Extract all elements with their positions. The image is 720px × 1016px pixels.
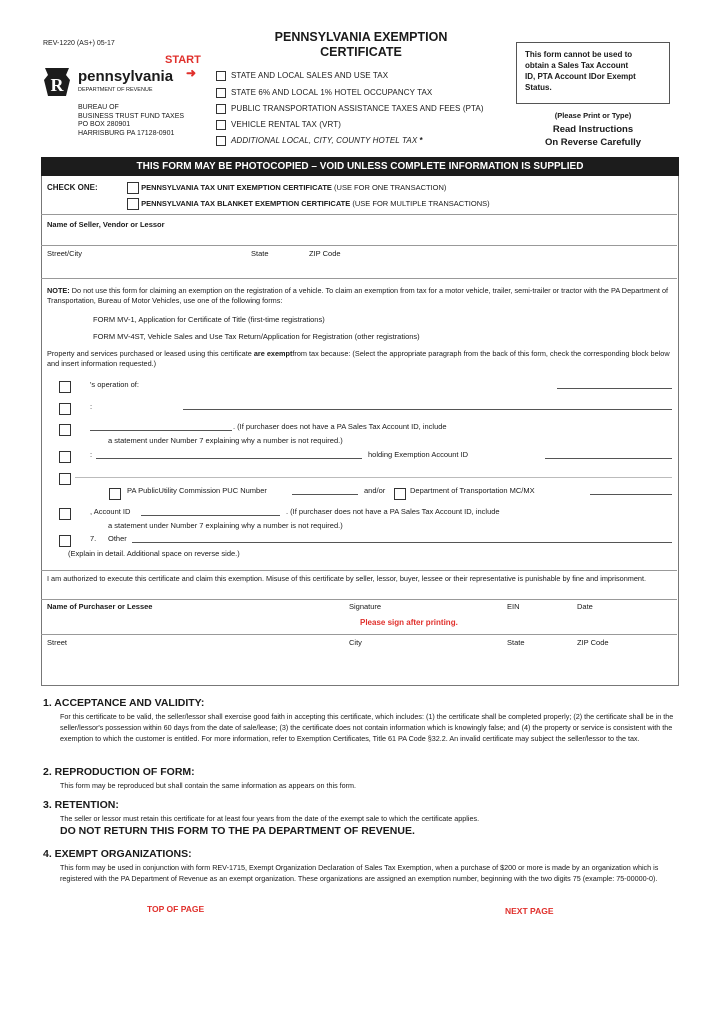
paragraph-1-line[interactable] bbox=[557, 388, 672, 389]
seller-name-label: Name of Seller, Vendor or Lessor bbox=[47, 220, 165, 229]
paragraph-2-line[interactable] bbox=[183, 409, 672, 410]
tax-type-sales-use[interactable]: STATE AND LOCAL SALES AND USE TAX bbox=[216, 71, 388, 81]
and-or-label: and/or bbox=[364, 486, 386, 495]
title-line-1: PENNSYLVANIA EXEMPTION bbox=[274, 30, 448, 44]
form-number: REV-1220 (AS+) 05-17 bbox=[43, 40, 115, 47]
start-arrow-icon: ➜ bbox=[186, 66, 197, 80]
form-mv4st-note: FORM MV-4ST, Vehicle Sales and Use Tax Return/Application for Registration (other registrations) bbox=[93, 332, 420, 341]
section-exempt-org-heading: 4. EXEMPT ORGANIZATIONS: bbox=[43, 848, 192, 860]
dot-checkbox[interactable] bbox=[394, 485, 406, 503]
checkbox[interactable] bbox=[127, 198, 139, 210]
brand-name: pennsylvania bbox=[78, 68, 174, 85]
start-text: START bbox=[165, 54, 201, 66]
paragraph-7-number: 7. bbox=[90, 534, 97, 543]
sign-note: Please sign after printing. bbox=[360, 618, 458, 627]
paragraph-3-line[interactable] bbox=[90, 430, 232, 431]
brand-department: DEPARTMENT OF REVENUE bbox=[78, 87, 153, 93]
paragraph-6-statement: a statement under Number 7 explaining why a number is not required.) bbox=[108, 521, 343, 530]
paragraph-5-checkbox[interactable] bbox=[59, 470, 71, 488]
paragraph-6-text: . (If purchaser does not have a PA Sales Tax Account ID, include bbox=[286, 507, 500, 516]
purchaser-city-label: City bbox=[349, 638, 362, 647]
paragraph-7-label: Other bbox=[108, 534, 127, 543]
puc-checkbox[interactable] bbox=[109, 485, 121, 503]
purchaser-name-label: Name of Purchaser or Lessee bbox=[47, 602, 153, 611]
paragraph-2-label: : bbox=[90, 402, 93, 411]
read-instructions: Read Instructions On Reverse Carefully bbox=[544, 124, 642, 148]
puc-label: PA PublicUtility Commission PUC Number bbox=[127, 486, 267, 495]
explain-note: (Explain in detail. Additional space on reverse side.) bbox=[68, 549, 240, 558]
tax-type-local-hotel[interactable]: ADDITIONAL LOCAL, CITY, COUNTY HOTEL TAX * bbox=[216, 136, 423, 146]
checkbox[interactable] bbox=[216, 136, 226, 146]
paragraph-1-label: 's operation of: bbox=[90, 380, 139, 389]
purchaser-state-label: State bbox=[507, 638, 525, 647]
keystone-logo-icon bbox=[42, 66, 72, 98]
paragraph-6-checkbox[interactable] bbox=[59, 505, 71, 523]
tax-type-vrt[interactable]: VEHICLE RENTAL TAX (VRT) bbox=[216, 120, 341, 130]
checkbox[interactable] bbox=[216, 88, 226, 98]
tax-type-pta[interactable]: PUBLIC TRANSPORTATION ASSISTANCE TAXES AND FEES (PTA) bbox=[216, 104, 484, 114]
section-retention-heading: 3. RETENTION: bbox=[43, 799, 119, 811]
seller-zip-label: ZIP Code bbox=[309, 249, 341, 258]
section-exempt-org-text: This form may be used in conjunction with form REV-1715, Exempt Organization Declaration of Sales Tax Exemption, when a purchase of $200 or more is made by an organization which is registered with the PA Department of Revenue as an exempt organization. These organizations are assigned an exemption number, beginning with the two digits 75 (example: 75-00000-0). bbox=[60, 863, 659, 883]
signature-label: Signature bbox=[349, 602, 382, 611]
exemption-account-id-line[interactable] bbox=[545, 458, 672, 459]
date-label: Date bbox=[577, 602, 593, 611]
photocopy-banner: THIS FORM MAY BE PHOTOCOPIED – VOID UNLESS COMPLETE INFORMATION IS SUPPLIED bbox=[41, 157, 679, 176]
paragraph-4-line[interactable] bbox=[96, 458, 362, 459]
paragraph-2-checkbox[interactable] bbox=[59, 400, 71, 418]
paragraph-4-checkbox[interactable] bbox=[59, 448, 71, 466]
checkbox[interactable] bbox=[216, 71, 226, 81]
seller-state-label: State bbox=[251, 249, 269, 258]
next-page-button[interactable]: NEXT PAGE bbox=[505, 906, 554, 916]
section-retention-text: The seller or lessor must retain this certificate for at least four years from the date of the exempt sale to which the certificate applies. bbox=[60, 814, 480, 823]
puc-number-line[interactable] bbox=[292, 494, 358, 495]
paragraph-3-statement: a statement under Number 7 explaining why a number is not required.) bbox=[108, 436, 343, 445]
paragraph-3-checkbox[interactable] bbox=[59, 421, 71, 439]
dot-label: Department of Transportation MC/MX bbox=[410, 486, 535, 495]
section-reproduction-heading: 2. REPRODUCTION OF FORM: bbox=[43, 766, 195, 778]
option-blanket-exemption[interactable]: PENNSYLVANIA TAX BLANKET EXEMPTION CERTIFICATE (USE FOR MULTIPLE TRANSACTIONS) bbox=[127, 198, 490, 210]
form-mv1-note: FORM MV-1, Application for Certificate of Title (first-time registrations) bbox=[93, 315, 325, 324]
section-acceptance-text: For this certificate to be valid, the seller/lessor shall exercise good faith in accepting this certificate, which includes: (1) the certificate shall be completed properly; (2) the certificate shall be in the seller/lessor's possession within 60 days from the date of sale/lease; (3) the certificate does not contain information which is knowingly false; and (4) the property or service is consistent with the exemption to which the customer is entitled. For more information, refer to Exemption Certificates, Title 61 PA Code §32.2. An invalid certificate may subject the seller/lessor to the tax. bbox=[60, 712, 674, 743]
form-title bbox=[216, 30, 506, 60]
check-one-label: CHECK ONE: bbox=[47, 183, 98, 192]
paragraph-6-label: , Account ID bbox=[90, 507, 131, 516]
address-line: HARRISBURG PA 17128-0901 bbox=[78, 129, 175, 137]
option-unit-exemption[interactable]: PENNSYLVANIA TAX UNIT EXEMPTION CERTIFICATE (USE FOR ONE TRANSACTION) bbox=[127, 182, 446, 194]
top-of-page-button[interactable]: TOP OF PAGE bbox=[147, 904, 205, 914]
purchaser-zip-label: ZIP Code bbox=[577, 638, 609, 647]
paragraph-3-text: . (If purchaser does not have a PA Sales Tax Account ID, include bbox=[233, 422, 447, 431]
paragraph-1-checkbox[interactable] bbox=[59, 378, 71, 396]
paragraph-4-text: holding Exemption Account ID bbox=[368, 450, 469, 459]
print-note: (Please Print or Type) bbox=[554, 111, 632, 120]
tax-type-hotel[interactable]: STATE 6% AND LOCAL 1% HOTEL OCCUPANCY TAX bbox=[216, 88, 432, 98]
account-id-line[interactable] bbox=[141, 515, 280, 516]
vehicle-note: NOTE: Do not use this form for claiming an exemption on the registration of a vehicle. To claim an exemption from tax for a motor vehicle, trailer, semi-trailer or tractor with the PA Department of Transportation, Bureau of Motor Vehicles, use one of the following forms: bbox=[47, 286, 669, 305]
checkbox[interactable] bbox=[127, 182, 139, 194]
section-reproduction-text: This form may be reproduced but shall contain the same information as appears on this form. bbox=[60, 781, 357, 790]
checkbox[interactable] bbox=[216, 104, 226, 114]
paragraph-4-label: : bbox=[90, 450, 93, 459]
paragraph-5-line[interactable] bbox=[75, 477, 672, 478]
svg-text:R: R bbox=[50, 75, 64, 95]
ein-label: EIN bbox=[507, 602, 520, 611]
address-line: BUSINESS TRUST FUND TAXES bbox=[78, 112, 185, 120]
checkbox[interactable] bbox=[216, 120, 226, 130]
property-statement: Property and services purchased or leased using this certificate are exemptfrom tax because: (Select the appropriate paragraph from the back of this form, check the corresponding block below and insert information requested.) bbox=[47, 349, 670, 368]
authorization-statement: I am authorized to execute this certificate and claim this exemption. Misuse of this certificate by seller, lessor, buyer, lessee or their representative is punishable by fine and imprisonment. bbox=[47, 574, 647, 583]
dot-number-line[interactable] bbox=[590, 494, 672, 495]
title-line-2: CERTIFICATE bbox=[320, 45, 402, 59]
section-acceptance-heading: 1. ACCEPTANCE AND VALIDITY: bbox=[43, 697, 205, 709]
purchaser-street-label: Street bbox=[47, 638, 68, 647]
notice-box: This form cannot be used to obtain a Sales Tax Account ID, PTA Account IDor Exempt Status. bbox=[516, 42, 670, 104]
start-label bbox=[165, 54, 201, 66]
do-not-return-notice: DO NOT RETURN THIS FORM TO THE PA DEPARTMENT OF REVENUE. bbox=[60, 825, 415, 837]
address-line: BUREAU OF bbox=[78, 104, 119, 111]
mailing-address bbox=[78, 104, 184, 138]
address-line: PO BOX 280901 bbox=[78, 121, 131, 128]
seller-street-city-label: Street/City bbox=[47, 249, 83, 258]
paragraph-7-checkbox[interactable] bbox=[59, 532, 71, 550]
other-line[interactable] bbox=[132, 542, 672, 543]
